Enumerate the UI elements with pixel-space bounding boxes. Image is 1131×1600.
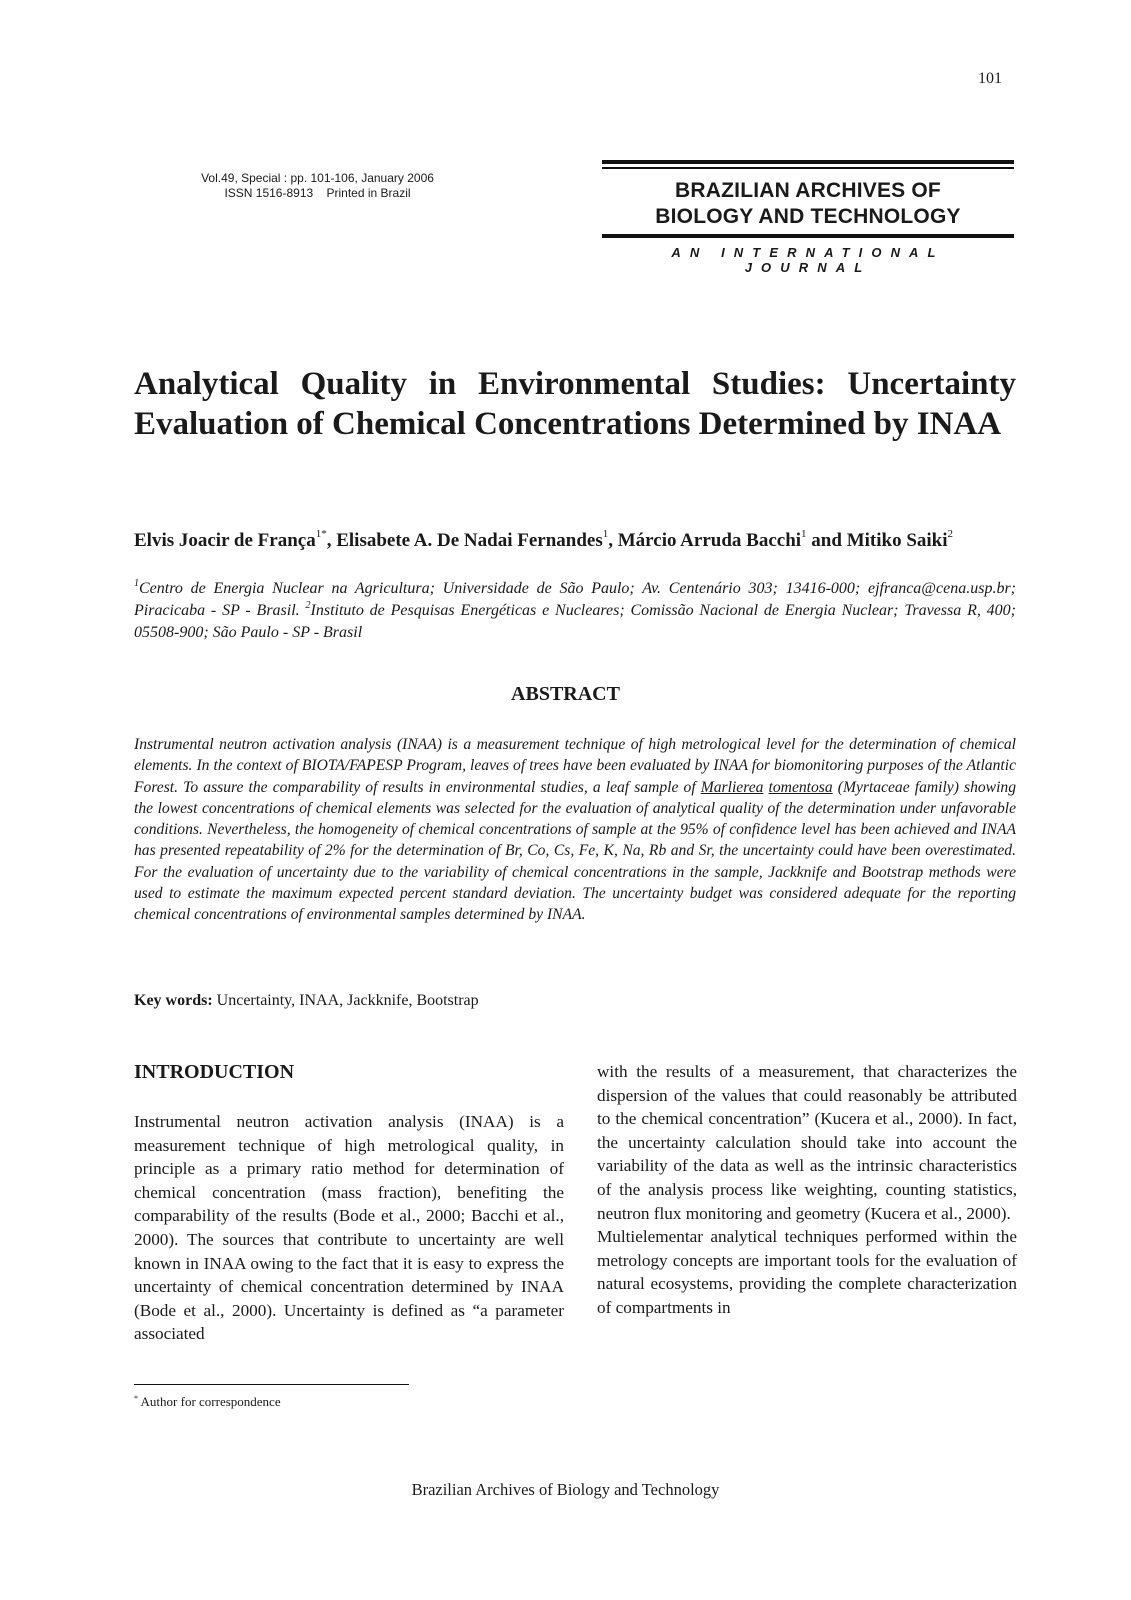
author-name: Mitiko Saiki	[846, 530, 948, 551]
author-name: Elisabete A. De Nadai Fernandes	[336, 530, 603, 551]
author-list	[134, 528, 1016, 553]
author-affiliation-mark: 1	[602, 528, 609, 540]
author-name: Márcio Arruda Bacchi	[617, 530, 802, 551]
intro-paragraph: with the results of a measurement, that characterizes the dispersion of the values that could reasonably be attributed to the chemical concentration” (Kucera et al., 2000). In fact, the uncertainty calculation should take into account the variability of the data as well as the intrinsic characteristics of the analysis process like weighting, counting statistics, neutron flux monitoring and geometry (Kucera et al., 2000).	[597, 1062, 1017, 1223]
masthead-top-rule-thin	[602, 167, 1014, 169]
journal-name-line1: BRAZILIAN ARCHIVES OF	[675, 179, 941, 202]
section-heading-introduction: INTRODUCTION	[134, 1061, 295, 1083]
affiliation-1: Centro de Energia Nuclear na Agricultura; Universidade de São Paulo; Av. Centenário 303; 13416-000; ejfranca@cena.usp.br; Piracicaba - SP - Brasil.	[134, 580, 1016, 619]
keywords	[134, 992, 479, 1010]
article-title: Analytical Quality in Environmental Studies: Uncertainty Evaluation of Chemical Concentrations Determined by INAA	[134, 366, 1016, 442]
abstract-species: tomentosa	[768, 778, 833, 796]
affiliations	[134, 578, 1016, 644]
masthead-bottom-rule	[602, 234, 1014, 238]
author-affiliation-mark: 1*	[315, 528, 327, 540]
journal-name	[602, 178, 1014, 230]
footnote	[134, 1394, 281, 1410]
affiliation-mark: 1	[134, 578, 139, 589]
intro-right-column	[597, 1060, 1017, 1320]
footnote-divider	[134, 1384, 409, 1385]
keywords-label: Key words:	[134, 992, 213, 1009]
journal-subtitle: AN INTERNATIONAL JOURNAL	[671, 245, 945, 275]
author-separator: ,	[608, 530, 618, 551]
author-separator: and	[806, 530, 847, 551]
affiliation-2: Instituto de Pesquisas Energéticas e Nucleares; Comissão Nacional de Energia Nuclear; Travessa R, 400; 05508-900; São Paulo - SP - Brasil	[134, 602, 1016, 641]
volume-line: Vol.49, Special : pp. 101-106, January 2006	[201, 171, 434, 185]
author-name: Elvis Joacir de França	[134, 530, 316, 551]
footnote-text: Author for correspondence	[138, 1394, 281, 1409]
footnote-mark: *	[134, 1394, 138, 1403]
author-separator: ,	[326, 530, 337, 551]
volume-info	[185, 171, 450, 201]
intro-left-column: Instrumental neutron activation analysis (INAA) is a measurement technique of high metrological quality, in principle as a primary ratio method for determination of chemical concentration (mass fraction), benefiting the comparability of the results (Bode et al., 2000; Bacchi et al., 2000). The sources that contribute to uncertainty are well known in INAA owing to the fact that it is easy to express the uncertainty of chemical concentration determined by INAA (Bode et al., 2000). Uncertainty is defined as “a parameter associated	[134, 1112, 564, 1344]
author-affiliation-mark: 2	[947, 528, 954, 540]
journal-masthead	[602, 160, 1014, 275]
keywords-list: Uncertainty, INAA, Jackknife, Bootstrap	[212, 992, 479, 1009]
issn-line: ISSN 1516-8913 Printed in Brazil	[224, 186, 411, 200]
abstract-genus: Marlierea	[700, 778, 764, 796]
abstract-text: Instrumental neutron activation analysis (INAA) is a measurement technique of high metrological level for the determination of chemical elements. In the context of BIOTA/FAPESP Program, leaves of trees have been evaluated by INAA for biomonitoring purposes of the Atlantic Forest. To assure the comparability of results in environmental studies, a leaf sample of	[134, 736, 1016, 796]
abstract-text: (Myrtaceae family) showing the lowest concentrations of chemical elements was selected for the evaluation of analytical quality of the determination under unfavorable conditions. Nevertheless, the homogeneity of chemical concentrations of sample at the 95% of confidence level has been achieved and INAA has presented repeatability of 2% for the determination of Br, Co, Cs, Fe, K, Na, Rb and Sr, the uncertainty could have been overestimated. For the evaluation of uncertainty due to the variability of chemical concentrations in the sample, Jackknife and Bootstrap methods were used to estimate the maximum expected percent standard deviation. The uncertainty budget was considered adequate for the reporting chemical concentrations of environmental samples determined by INAA.	[134, 778, 1017, 924]
page-footer: Brazilian Archives of Biology and Technology	[411, 1480, 720, 1499]
abstract-body	[134, 734, 1016, 926]
intro-paragraph: Multielementar analytical techniques performed within the metrology concepts are important tools for the evaluation of natural ecosystems, providing the complete characterization of compartments in	[597, 1227, 1017, 1317]
page-number: 101	[978, 70, 1002, 87]
abstract-heading: ABSTRACT	[511, 683, 620, 705]
affiliation-mark: 2	[305, 600, 311, 611]
journal-name-line2: BIOLOGY AND TECHNOLOGY	[655, 205, 961, 228]
author-affiliation-mark: 1	[801, 528, 807, 540]
